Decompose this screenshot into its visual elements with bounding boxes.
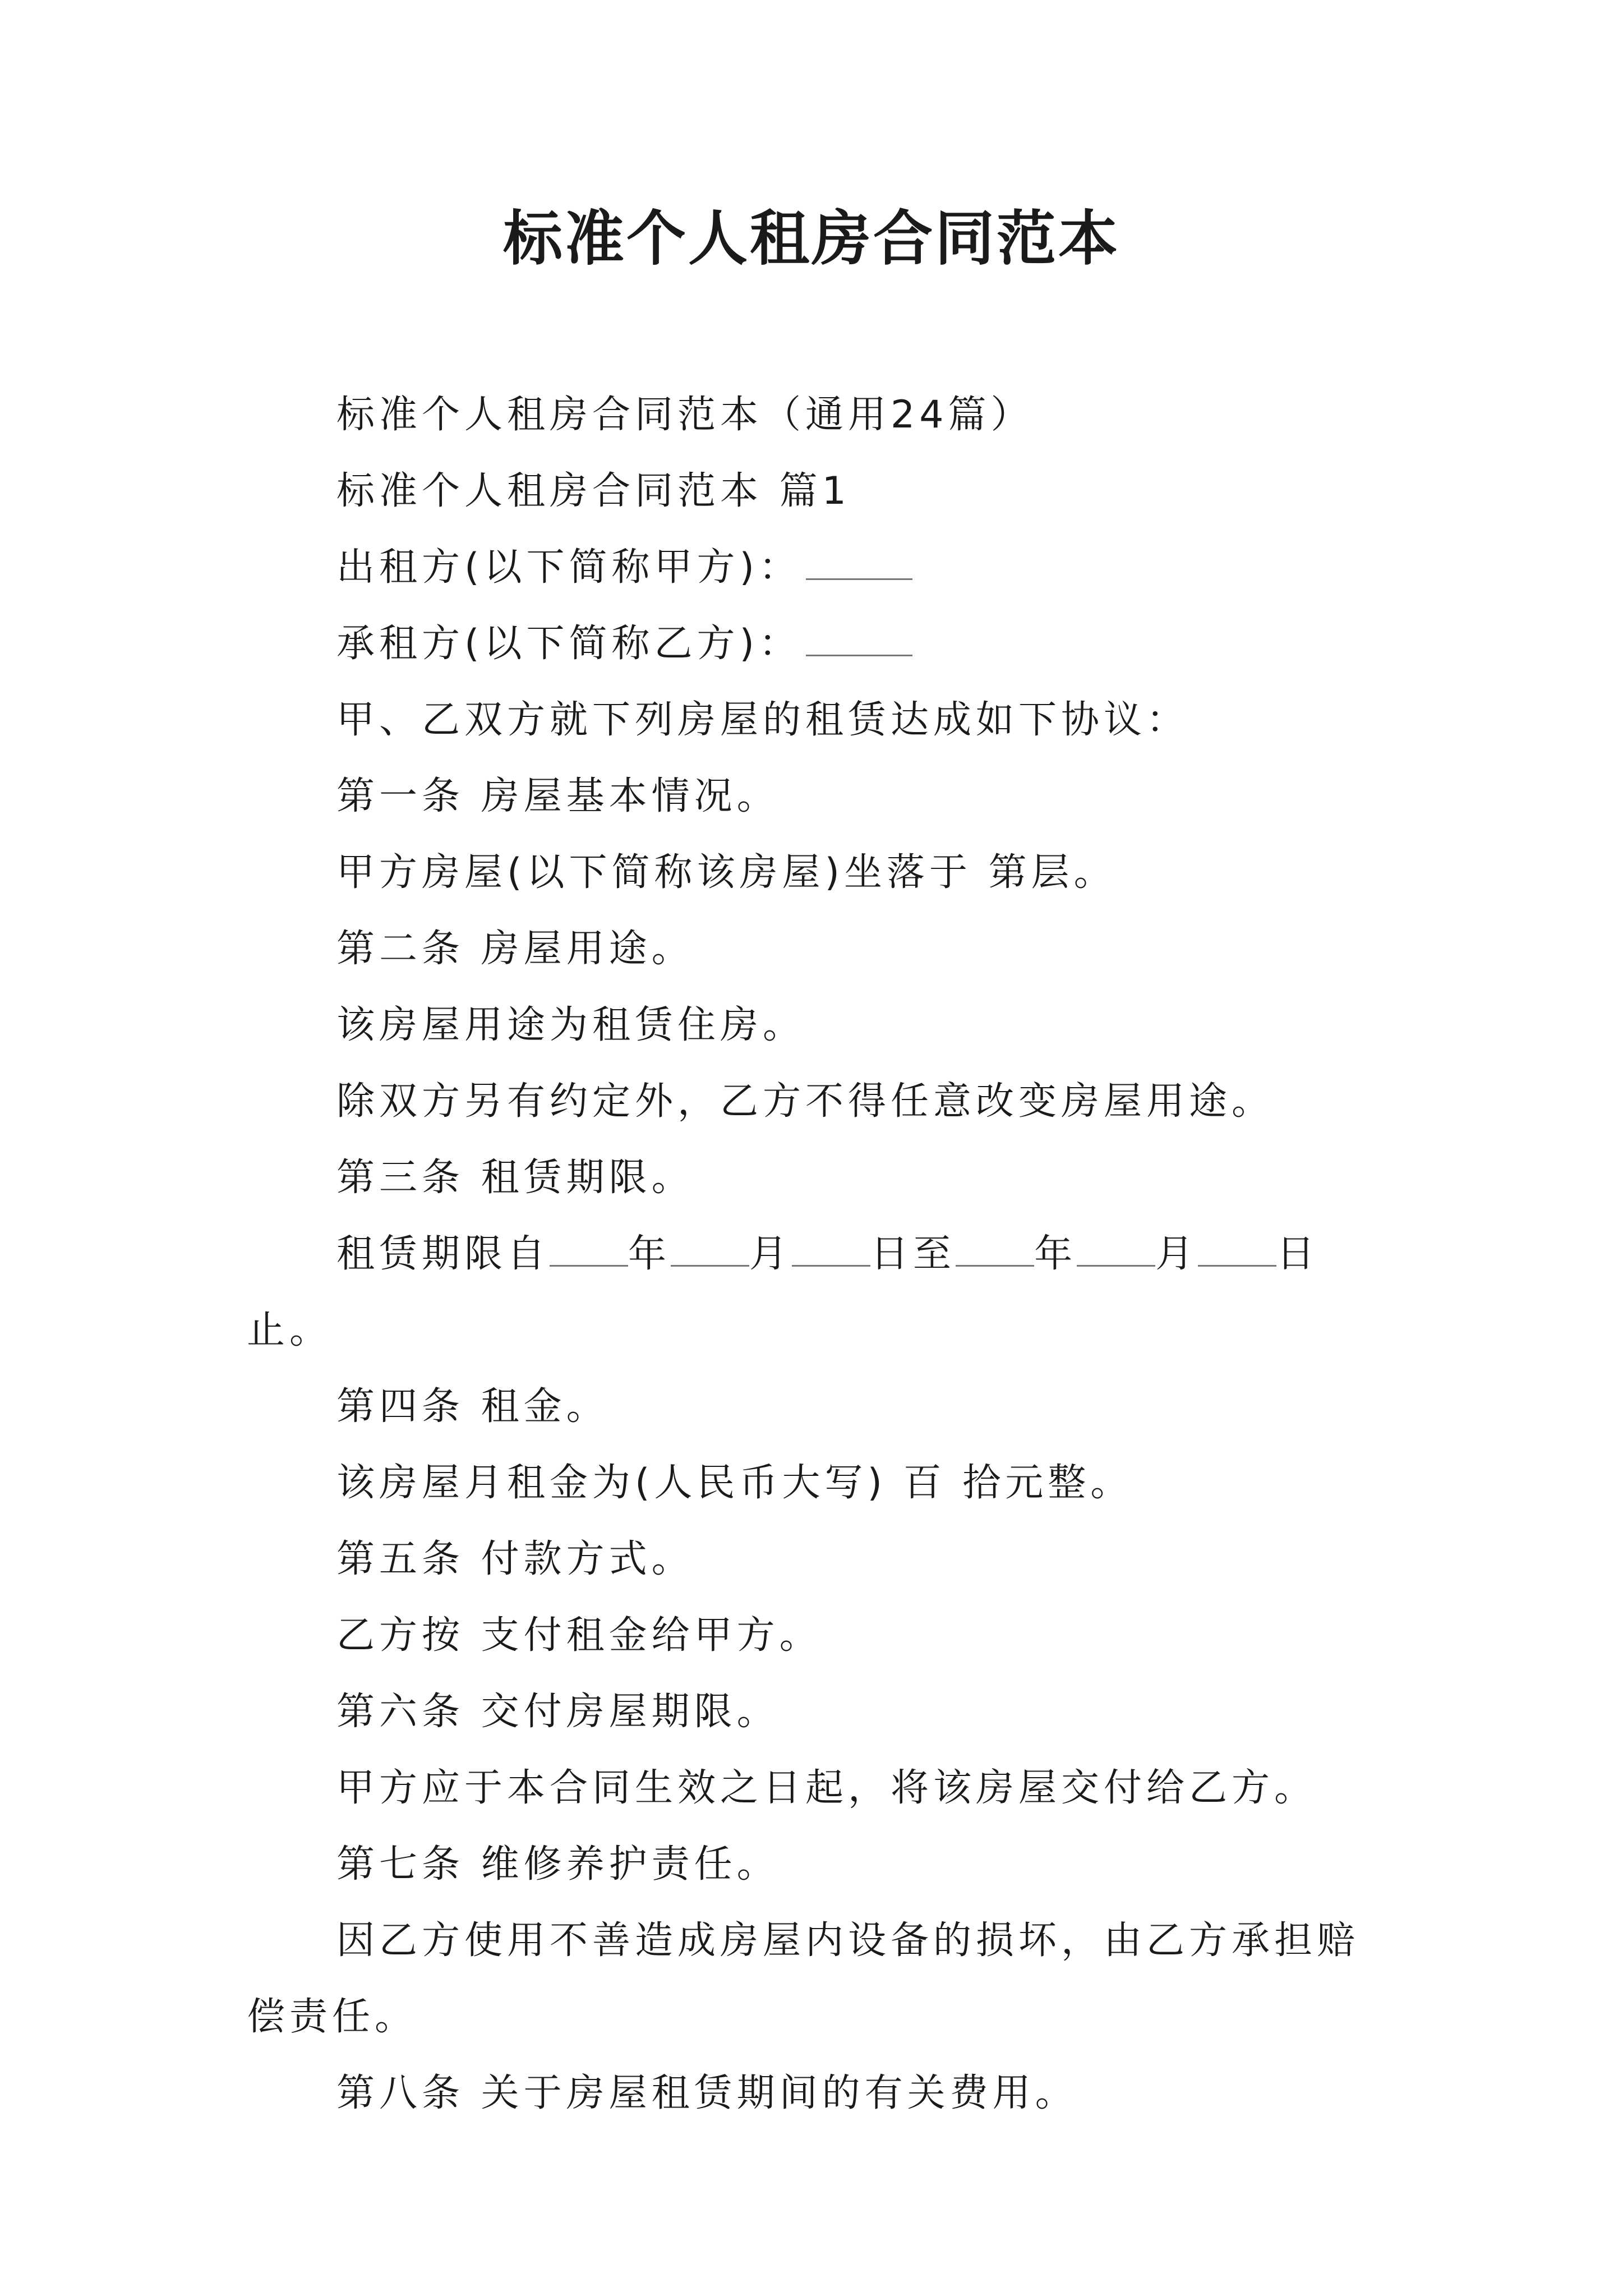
lessee-line [247, 606, 1385, 682]
article-2-title: 第二条 房屋用途。 [336, 927, 694, 971]
article-3-text [247, 1216, 1385, 1369]
article-8-title: 第八条 关于房屋租赁期间的有关费用。 [336, 2071, 1078, 2115]
document-title: 标准个人租房合同范本 [503, 203, 1120, 273]
start-day-blank [792, 1254, 870, 1267]
end-day-blank [1198, 1254, 1276, 1267]
end-year-blank [956, 1254, 1034, 1267]
end-month-blank [1077, 1254, 1155, 1267]
article-7-text: 因乙方使用不善造成房屋内设备的损坏，由乙方承担赔偿责任。 [247, 1918, 1360, 2039]
article-5-title: 第五条 付款方式。 [336, 1537, 694, 1581]
lessee-blank [806, 643, 912, 656]
section-heading: 标准个人租房合同范本 篇1 [336, 469, 851, 513]
document-body [247, 377, 1385, 2132]
article-6-title: 第六条 交付房屋期限。 [336, 1690, 780, 1734]
article-1-title: 第一条 房屋基本情况。 [336, 774, 780, 818]
article-1-text: 甲方房屋(以下简称该房屋)坐落于 第层。 [336, 850, 1117, 895]
lessee-label: 承租方(以下简称乙方)： [336, 622, 802, 666]
lease-term-part: 日止。 [247, 1232, 1320, 1352]
article-4-title: 第四条 租金。 [336, 1384, 609, 1429]
lease-term-part: 租赁期限自 [336, 1232, 550, 1276]
lease-term-part: 年 [628, 1232, 671, 1276]
start-year-blank [550, 1254, 628, 1267]
article-5-text: 乙方按 支付租金给甲方。 [336, 1613, 822, 1658]
article-4-text: 该房屋月租金为(人民币大写) 百 拾元整。 [336, 1461, 1133, 1505]
lessor-blank [806, 567, 912, 580]
lease-term-part: 月 [1155, 1232, 1198, 1276]
article-7-title: 第七条 维修养护责任。 [336, 1842, 780, 1887]
article-2-text-1: 该房屋用途为租赁住房。 [336, 1003, 806, 1047]
article-6-text: 甲方应于本合同生效之日起，将该房屋交付给乙方。 [336, 1766, 1317, 1810]
subtitle: 标准个人租房合同范本（通用24篇） [336, 393, 1034, 437]
intro-paragraph: 甲、乙双方就下列房屋的租赁达成如下协议： [336, 698, 1189, 742]
lease-term-part: 年 [1034, 1232, 1077, 1276]
start-month-blank [671, 1254, 749, 1267]
lessor-label: 出租方(以下简称甲方)： [336, 545, 802, 590]
lease-term-part: 日至 [870, 1232, 956, 1276]
article-3-title: 第三条 租赁期限。 [336, 1156, 694, 1200]
article-2-text-2: 除双方另有约定外，乙方不得任意改变房屋用途。 [336, 1079, 1275, 1124]
lease-term-part: 月 [749, 1232, 792, 1276]
lessor-line [247, 530, 1385, 606]
